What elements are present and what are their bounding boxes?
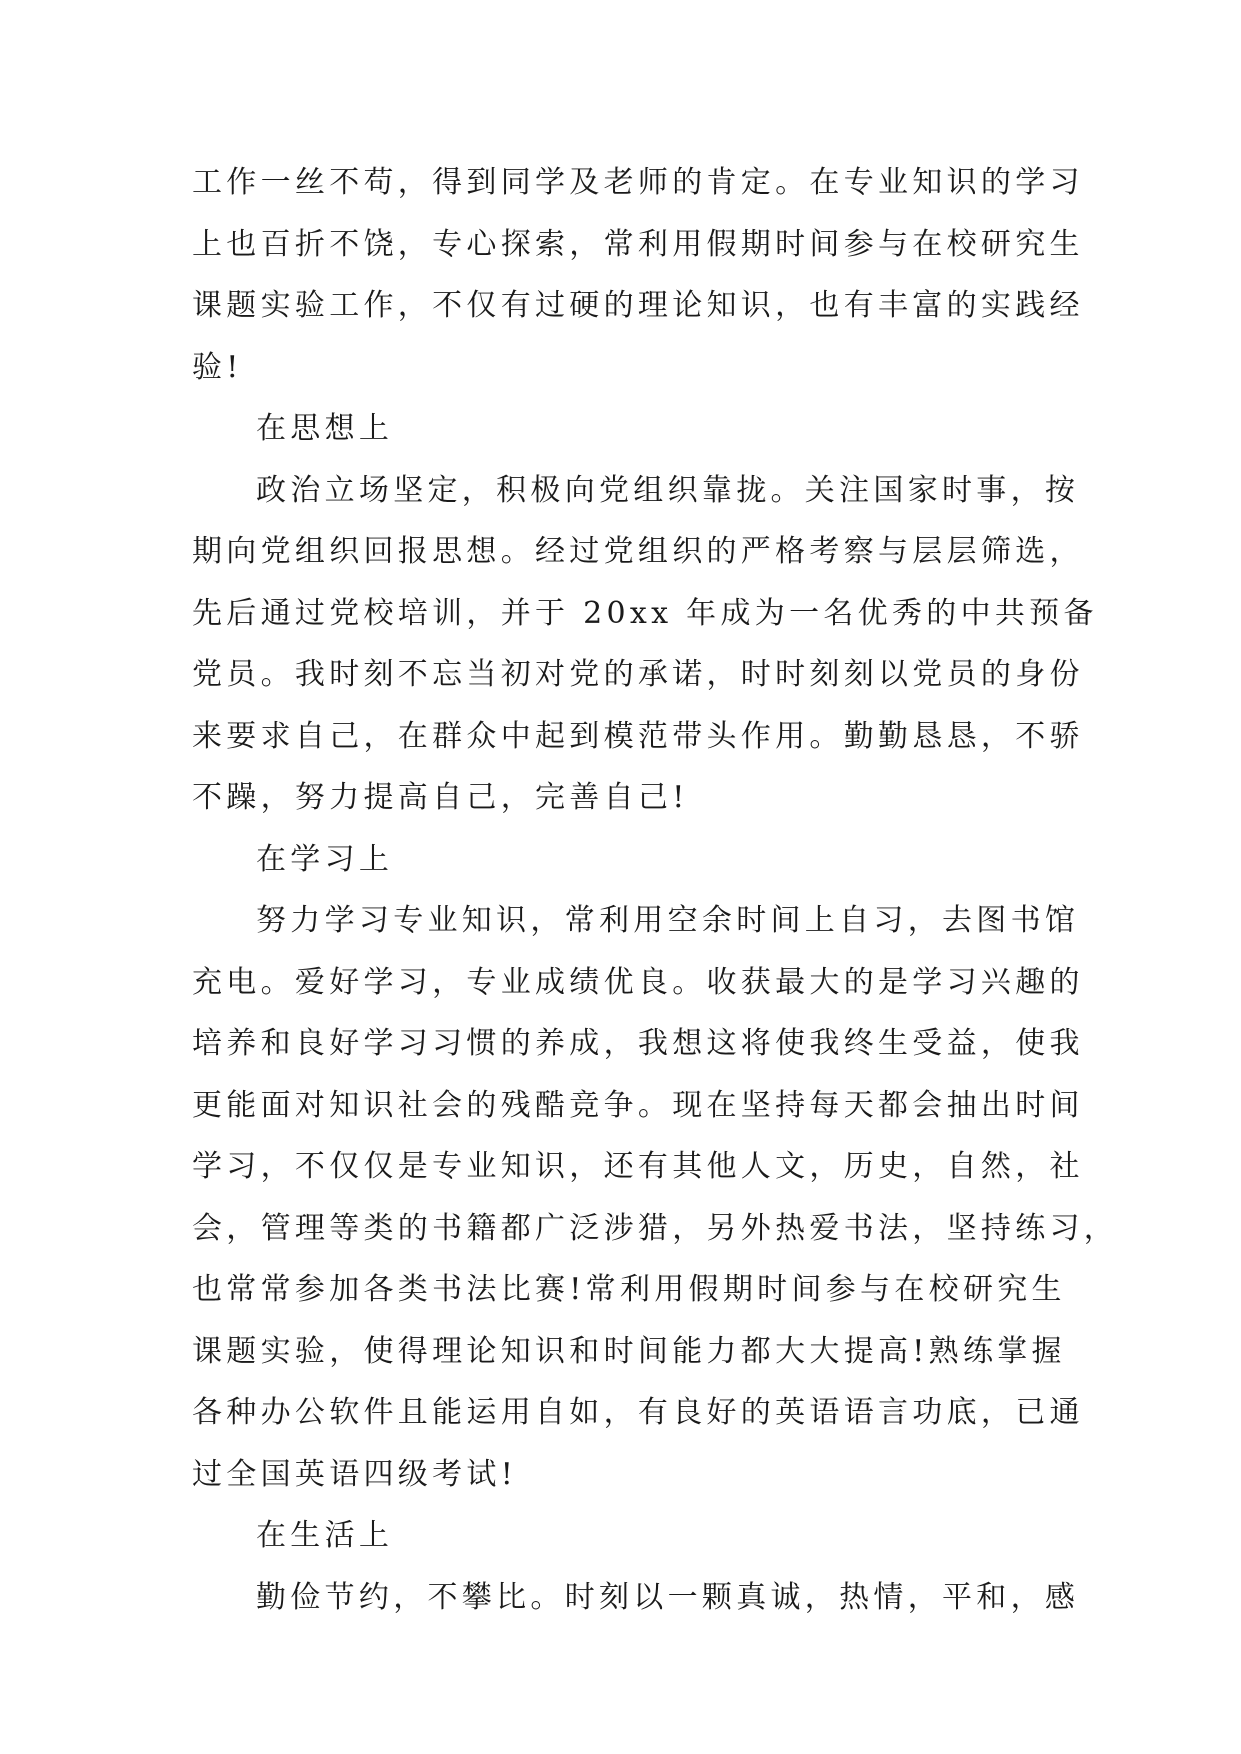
text-line: 工作一丝不苟，得到同学及老师的肯定。在专业知识的学习: [192, 165, 1084, 200]
document-body: [192, 152, 1119, 1628]
text-line: 也常常参加各类书法比赛!常利用假期时间参与在校研究生: [192, 1272, 1066, 1307]
text-line: 验!: [192, 349, 243, 385]
text-line: 培养和良好学习习惯的养成，我想这将使我终生受益，使我: [192, 1026, 1084, 1061]
text-line: 党员。我时刻不忘当初对党的承诺，时时刻刻以党员的身份: [192, 657, 1084, 692]
text-line: 各种办公软件且能运用自如，有良好的英语语言功底，已通: [192, 1395, 1084, 1430]
text-line: 更能面对知识社会的残酷竞争。现在坚持每天都会抽出时间: [192, 1087, 1084, 1123]
text-line: 课题实验，使得理论知识和时间能力都大大提高!熟练掌握: [192, 1333, 1066, 1369]
text-line: 努力学习专业知识，常利用空余时间上自习，去图书馆: [256, 903, 1080, 938]
text-line: 过全国英语四级考试!: [192, 1456, 518, 1492]
text-line: 学习，不仅仅是专业知识，还有其他人文，历史，自然，社: [192, 1149, 1084, 1184]
text-line: 政治立场坚定，积极向党组织靠拢。关注国家时事，按: [256, 472, 1080, 508]
section-heading-thought: 在思想上: [256, 411, 394, 446]
text-line: 勤俭节约，不攀比。时刻以一颗真诚，热情，平和，感: [256, 1579, 1080, 1615]
text-line: 会，管理等类的书籍都广泛涉猎，另外热爱书法，坚持练习，: [192, 1210, 1119, 1246]
text-line: 不躁，努力提高自己，完善自己!: [192, 780, 689, 815]
text-line: 课题实验工作，不仅有过硬的理论知识，也有丰富的实践经: [192, 288, 1084, 323]
text-line: 先后通过党校培训，并于 20xx 年成为一名优秀的中共预备: [192, 595, 1098, 631]
section-heading-study: 在学习上: [256, 841, 394, 877]
text-line: 来要求自己，在群众中起到模范带头作用。勤勤恳恳，不骄: [192, 718, 1084, 754]
text-line: 充电。爱好学习，专业成绩优良。收获最大的是学习兴趣的: [192, 964, 1084, 1000]
section-heading-life: 在生活上: [256, 1518, 394, 1553]
text-line: 上也百折不饶，专心探索，常利用假期时间参与在校研究生: [192, 226, 1084, 262]
text-line: 期向党组织回报思想。经过党组织的严格考察与层层筛选，: [192, 534, 1084, 569]
